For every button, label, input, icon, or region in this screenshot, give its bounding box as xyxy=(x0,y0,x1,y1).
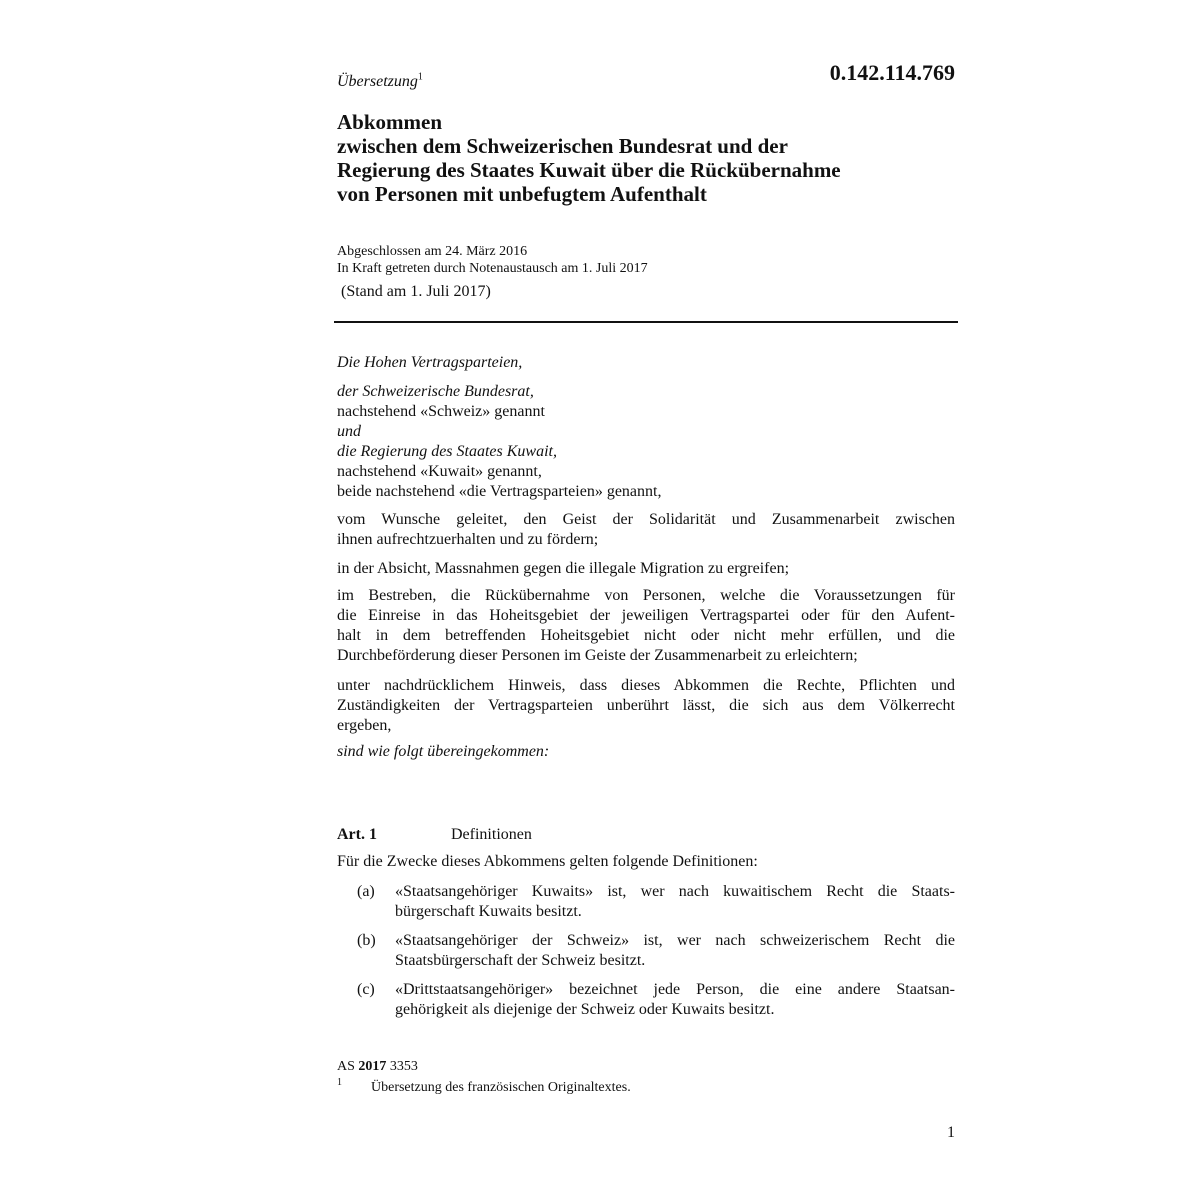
definition-letter: (b) xyxy=(357,932,376,949)
definition-line: «Staatsangehöriger Kuwaits» ist, wer nach kuwaitischem Recht die Staats- xyxy=(395,883,955,900)
document-meta xyxy=(337,243,648,277)
definition-text xyxy=(395,931,955,971)
agreement-phrase: sind wie folgt übereingekommen: xyxy=(337,743,550,760)
recital-line: vom Wunsche geleitet, den Geist der Solidarität und Zusammenarbeit zwischen xyxy=(337,511,955,528)
document-title xyxy=(337,110,977,206)
both-short: beide nachstehend «die Vertragsparteien» genannt, xyxy=(337,483,662,500)
recital-1 xyxy=(337,510,955,550)
recital-2 xyxy=(337,559,955,579)
footnote-text: Übersetzung des französischen Originaltextes. xyxy=(371,1080,631,1095)
definition-line: gehörigkeit als diejenige der Schweiz oder Kuwaits besitzt. xyxy=(395,1001,775,1018)
definition-item xyxy=(357,882,955,922)
definition-line: bürgerschaft Kuwaits besitzt. xyxy=(395,903,582,920)
sr-number: 0.142.114.769 xyxy=(829,60,955,85)
recital-line: unter nachdrücklichem Hinweis, dass dieses Abkommen die Rechte, Pflichten und xyxy=(337,677,955,694)
recital-3 xyxy=(337,586,955,666)
recital-line: in der Absicht, Massnahmen gegen die illegale Migration zu ergreifen; xyxy=(337,560,790,577)
party2-short: nachstehend «Kuwait» genannt, xyxy=(337,463,542,480)
recital-line: Durchbeförderung dieser Personen im Geiste der Zusammenarbeit zu erleichtern; xyxy=(337,647,858,664)
title-line: zwischen dem Schweizerischen Bundesrat und der xyxy=(337,134,788,158)
recital-line: im Bestreben, die Rückübernahme von Personen, welche die Voraussetzungen für xyxy=(337,587,955,604)
title-line: von Personen mit unbefugtem Aufenthalt xyxy=(337,182,707,206)
footnote-number: 1 xyxy=(337,1077,342,1088)
recital-line: ihnen aufrechtzuerhalten und zu fördern; xyxy=(337,531,599,548)
party2-name: die Regierung des Staates Kuwait, xyxy=(337,443,557,460)
definition-line: «Staatsangehöriger der Schweiz» ist, wer nach schweizerischem Recht die xyxy=(395,932,955,949)
as-page: 3353 xyxy=(389,1059,418,1074)
translation-label-text: Übersetzung xyxy=(337,73,418,90)
recital-line: Zuständigkeiten der Vertragsparteien unberührt lässt, die sich aus dem Völkerrecht xyxy=(337,697,955,714)
conjunction: und xyxy=(337,423,361,440)
definition-text xyxy=(395,980,955,1020)
recital-line: ergeben, xyxy=(337,717,392,734)
article-label: Art. 1 xyxy=(337,826,377,843)
as-year: 2017 xyxy=(358,1059,387,1074)
recital-line: halt in dem betreffenden Hoheitsgebiet nicht oder nicht mehr erfüllen, und die xyxy=(337,627,955,644)
status-date: (Stand am 1. Juli 2017) xyxy=(341,283,491,300)
definition-item xyxy=(357,980,955,1020)
definition-line: «Drittstaatsangehöriger» bezeichnet jede Person, die eine andere Staatsan- xyxy=(395,981,955,998)
definition-line: Staatsbürgerschaft der Schweiz besitzt. xyxy=(395,952,646,969)
title-line: Abkommen xyxy=(337,110,443,134)
article-intro: Für die Zwecke dieses Abkommens gelten folgende Definitionen: xyxy=(337,853,758,870)
page-number: 1 xyxy=(947,1124,955,1141)
recital-line: die Einreise in das Hoheitsgebiet der jeweiligen Vertragspartei oder für den Aufent- xyxy=(337,607,955,624)
concluded-date: Abgeschlossen am 24. März 2016 xyxy=(337,244,528,259)
party1-name: der Schweizerische Bundesrat, xyxy=(337,383,534,400)
in-force-date: In Kraft getreten durch Notenaustausch am 1. Juli 2017 xyxy=(337,261,648,276)
definition-letter: (a) xyxy=(357,883,375,900)
definition-letter: (c) xyxy=(357,981,375,998)
parties-block xyxy=(337,382,661,502)
title-divider xyxy=(334,321,958,323)
recital-4 xyxy=(337,676,955,736)
party1-short: nachstehend «Schweiz» genannt xyxy=(337,403,545,420)
official-collection-ref xyxy=(337,1059,418,1075)
title-line: Regierung des Staates Kuwait über die Rückübernahme xyxy=(337,158,841,182)
definition-text xyxy=(395,882,955,922)
parties-intro: Die Hohen Vertragsparteien, xyxy=(337,354,523,371)
article-heading: Definitionen xyxy=(451,826,532,843)
definition-item xyxy=(357,931,955,971)
as-prefix: AS xyxy=(337,1059,355,1074)
translation-label xyxy=(337,73,423,91)
footnote-ref: 1 xyxy=(417,71,423,83)
